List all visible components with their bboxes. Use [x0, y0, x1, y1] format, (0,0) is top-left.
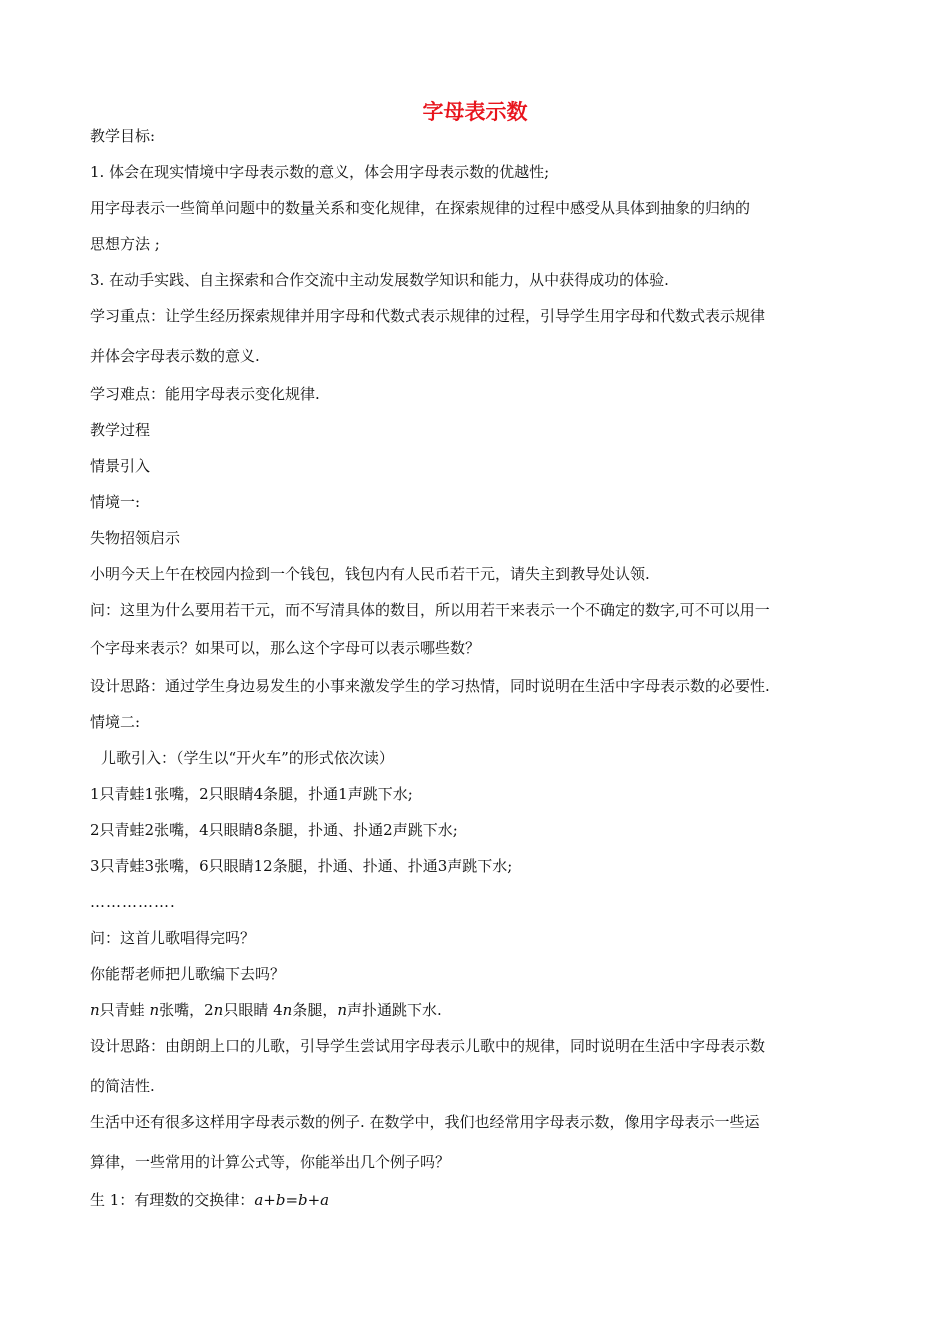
variable-n: n: [90, 1001, 100, 1019]
lost-and-found-notice-title: 失物招领启示: [90, 529, 181, 547]
rhyme-line-1: 1只青蛙1张嘴，2只眼睛4条腿，扑通1声跳下水;: [90, 785, 413, 803]
variable-n: n: [337, 1001, 348, 1019]
question-1-continued: 个字母来表示？如果可以，那么这个字母可以表示哪些数？: [90, 639, 481, 657]
key-point: 学习重点：让学生经历探索规律并用字母和代数式表示规律的过程，引导学生用字母和代数式表示规律: [90, 307, 766, 325]
goal-2-continued: 思想方法 ;: [90, 235, 160, 253]
rhyme-line-2: 2只青蛙2张嘴，4只眼睛8条腿，扑通、扑通2声跳下水;: [90, 821, 458, 839]
question-1: 问：这里为什么要用若干元，而不写清具体的数目，所以用若干来表示一个不确定的数字,可不可以用一: [90, 601, 770, 619]
examples-paragraph: 生活中还有很多这样用字母表示数的例子. 在数学中，我们也经常用字母表示数，像用字母表示一些运: [90, 1113, 760, 1131]
commutative-law-formula: a+b=b+a: [254, 1191, 330, 1209]
scenario-2-heading: 情境二:: [90, 713, 141, 731]
nursery-rhyme-intro: 儿歌引入：（学生以“开火车”的形式依次读）: [101, 749, 394, 767]
design-idea-2-continued: 的简洁性.: [90, 1077, 155, 1095]
difficult-point: 学习难点：能用字母表示变化规律.: [90, 385, 320, 403]
variable-n: n: [282, 1001, 293, 1019]
question-3: 你能帮老师把儿歌编下去吗？: [90, 965, 286, 983]
rhyme-line-3: 3只青蛙3张嘴，6只眼睛12条腿，扑通、扑通、扑通3声跳下水;: [90, 857, 513, 875]
goal-1: 1. 体会在现实情境中字母表示数的意义，体会用字母表示数的优越性;: [90, 163, 550, 181]
lost-and-found-notice: 小明今天上午在校园内捡到一个钱包，钱包内有人民币若干元，请失主到教导处认领.: [90, 565, 650, 583]
design-idea-1: 设计思路：通过学生身边易发生的小事来激发学生的学习热情，同时说明在生活中字母表示数的必要性.: [90, 677, 770, 695]
key-point-continued: 并体会字母表示数的意义.: [90, 347, 260, 365]
scenario-1-heading: 情境一:: [90, 493, 141, 511]
variable-n: n: [149, 1001, 160, 1019]
design-idea-2: 设计思路：由朗朗上口的儿歌，引导学生尝试用字母表示儿歌中的规律，同时说明在生活中字母表示数: [90, 1037, 766, 1055]
scene-intro-heading: 情景引入: [90, 457, 151, 475]
general-rhyme-line: n只青蛙 n张嘴，2n只眼睛 4n条腿，n声扑通跳下水.: [90, 1001, 442, 1019]
teaching-goals-heading: 教学目标:: [90, 127, 156, 145]
goal-3: 3. 在动手实践、自主探索和合作交流中主动发展数学知识和能力，从中获得成功的体验.: [90, 271, 669, 289]
ellipsis: …………….: [90, 893, 176, 911]
teaching-process-heading: 教学过程: [90, 421, 151, 439]
examples-paragraph-continued: 算律，一些常用的计算公式等，你能举出几个例子吗？: [90, 1153, 451, 1171]
question-2: 问：这首儿歌唱得完吗？: [90, 929, 256, 947]
document-title: 字母表示数: [422, 100, 528, 124]
goal-2: 用字母表示一些简单问题中的数量关系和变化规律，在探索规律的过程中感受从具体到抽象的归纳的: [90, 199, 751, 217]
student-answer-1: 生 1：有理数的交换律：a+b=b+a: [90, 1191, 330, 1209]
variable-n: n: [213, 1001, 224, 1019]
